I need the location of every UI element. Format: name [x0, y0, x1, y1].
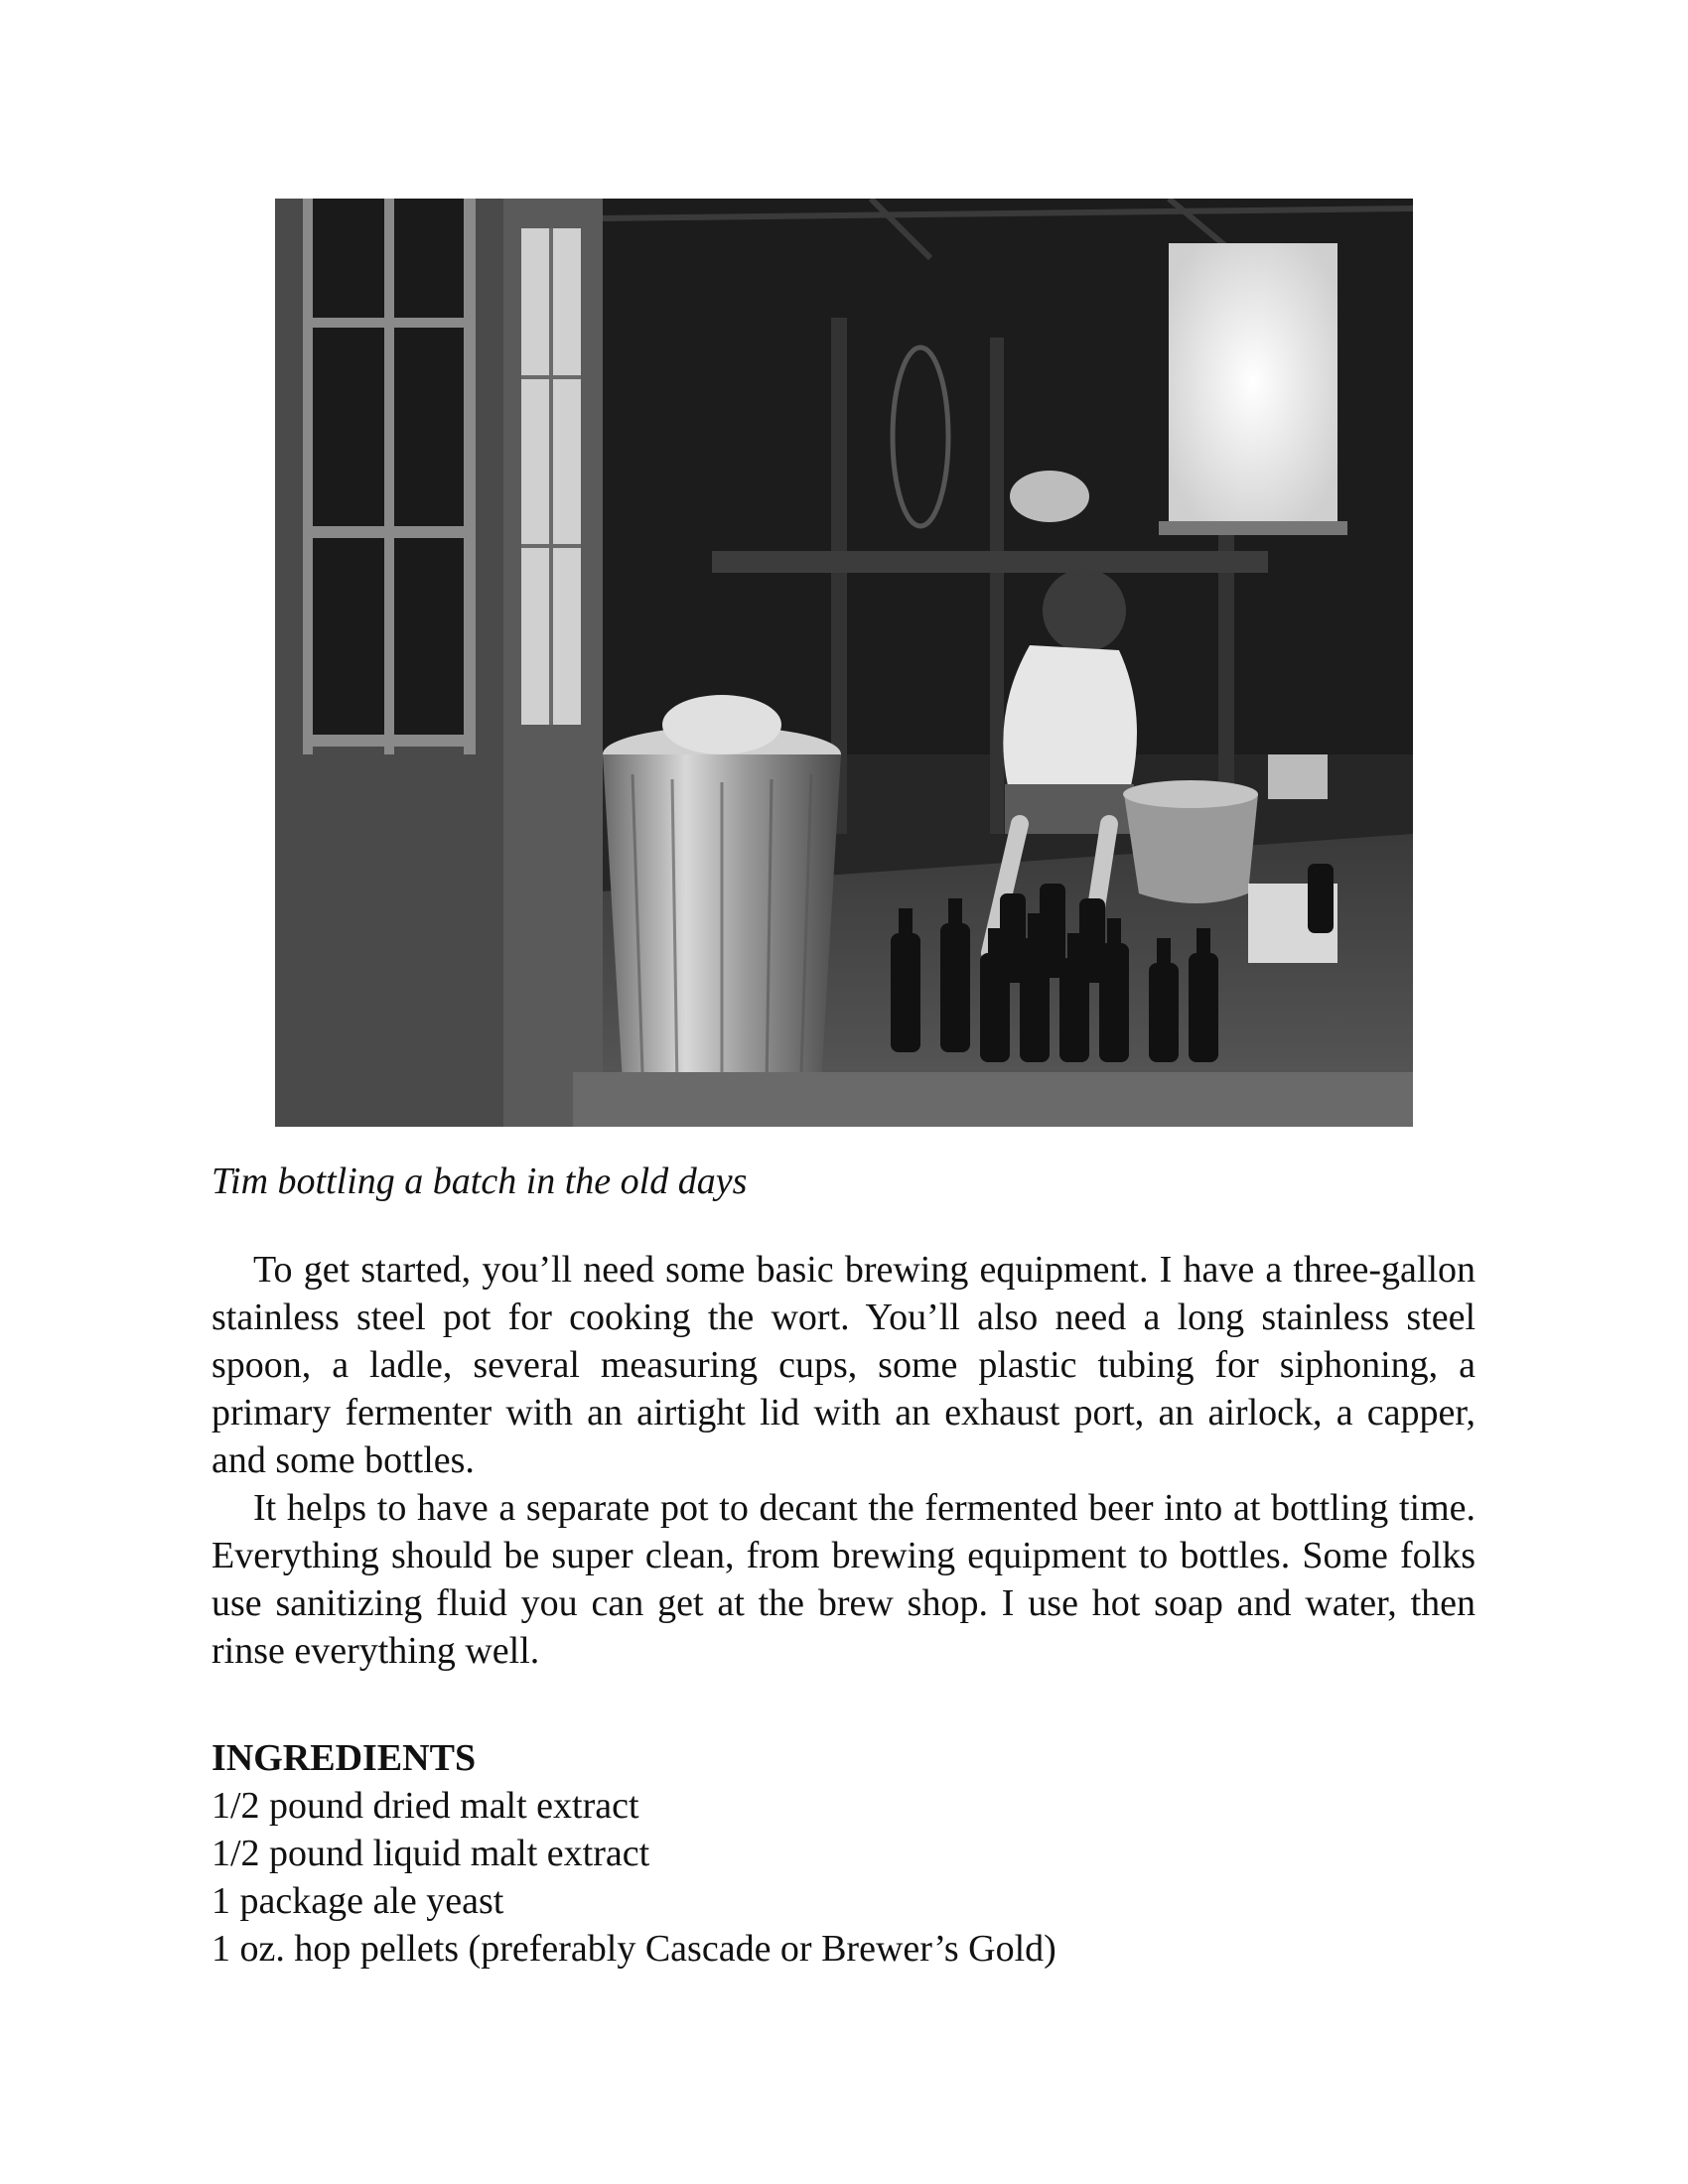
ingredients-heading: INGREDIENTS [211, 1737, 477, 1779]
ingredient-item: 1 oz. hop pellets (preferably Cascade or Brewer’s Gold) [211, 1928, 1056, 1970]
ingredient-item: 1 package ale yeast [211, 1880, 504, 1922]
paragraph-equipment: To get started, you’ll need some basic brewing equipment. I have a three-gallon stainless steel pot for cooking the wort. You’ll also need a long stainless steel spoon, a ladle, several measuring cups, some plastic tubing for siphoning, a primary fermenter with an airtight lid with an exhaust port, an airlock, a capper, and some bottles. [211, 1249, 1476, 1481]
ingredient-item: 1/2 pound liquid malt extract [211, 1833, 650, 1874]
body-text [211, 1246, 1476, 1675]
photo-caption: Tim bottling a batch in the old days [211, 1160, 748, 1202]
paragraph-cleaning: It helps to have a separate pot to decant the fermented beer into at bottling time. Everything should be super clean, from brewing equipment to bottles. Some folks use sanitizing fluid you can get at the brew shop. I use hot soap and water, then rinse everything well. [211, 1487, 1476, 1672]
photo-illustration [275, 199, 1413, 1127]
ingredient-item: 1/2 pound dried malt extract [211, 1785, 639, 1827]
photo-bottling-scene [275, 199, 1413, 1127]
ingredients-section [211, 1734, 1482, 1973]
ingredients-list [211, 1782, 1482, 1973]
